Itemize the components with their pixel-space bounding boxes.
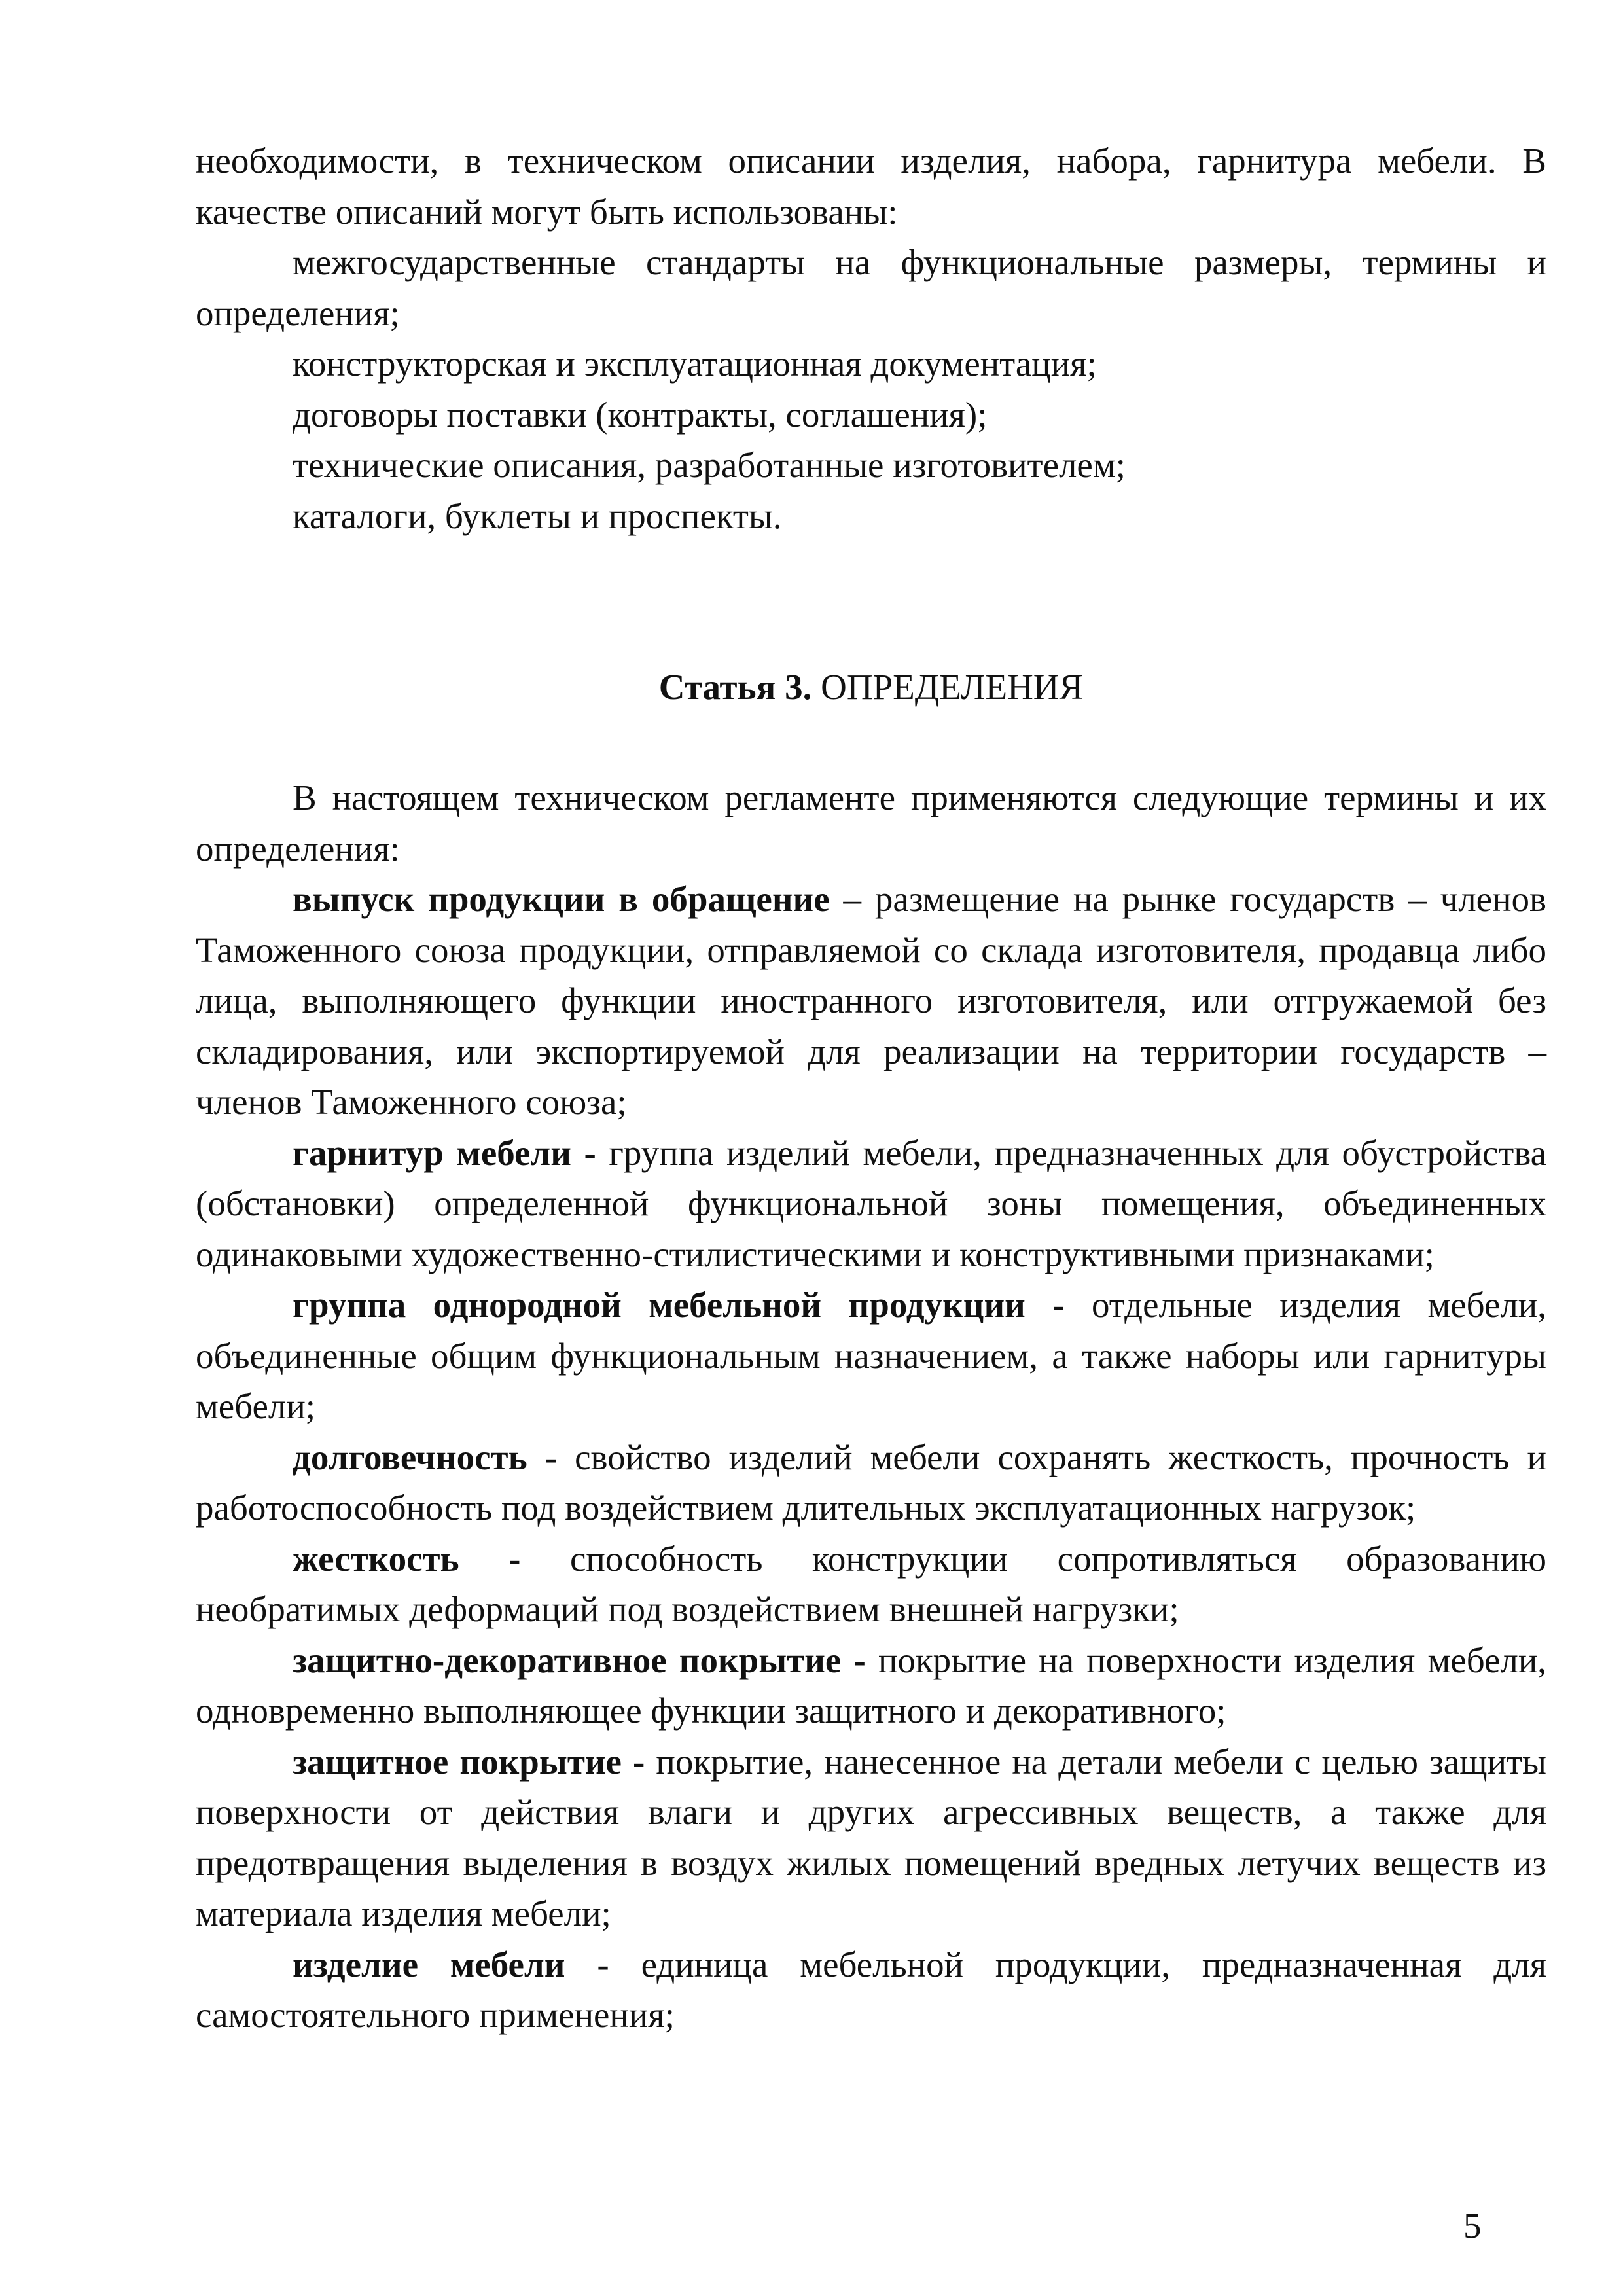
definition-term: изделие мебели - (293, 1944, 609, 1984)
definitions-section (196, 772, 1546, 2041)
definition-text: покрытие на поверхности изделия мебели, одновременно выполняющее функции защитного и декоративного; (196, 1640, 1546, 1731)
list-item: каталоги, буклеты и проспекты. (293, 495, 782, 536)
definition-term: группа однородной мебельной продукции - (293, 1285, 1065, 1325)
definition-text: отдельные изделия мебели, объединенные общим функциональным назначением, а также наборы или гарнитуры мебели; (196, 1285, 1546, 1426)
definition-item (196, 1534, 1546, 1635)
list-item: межгосударственные стандарты на функциональные размеры, термины и определения; (196, 242, 1546, 333)
article-title: ОПРЕДЕЛЕНИЯ (821, 667, 1084, 707)
definition-item (196, 1432, 1546, 1534)
list-item: договоры поставки (контракты, соглашения); (293, 394, 988, 435)
intro-section (196, 135, 1546, 541)
article-heading (196, 662, 1546, 713)
definitions-lead: В настоящем техническом регламенте применяются следующие термины и их определения: (196, 778, 1546, 869)
definition-text: – размещение на рынке государств – членов Таможенного союза продукции, отправляемой со склада изготовителя, продавца либо лица, выполняющего функции иностранного изготовителя, или отгружаемой без складирования, или экспортируемой для реализации на территории государств – членов Таможенного союза; (196, 879, 1546, 1122)
definition-term: защитное покрытие - (293, 1741, 645, 1782)
definition-item (196, 1128, 1546, 1280)
page-number: 5 (1463, 2206, 1482, 2246)
definition-item (196, 1635, 1546, 1736)
definition-term: долговечность - (293, 1437, 558, 1477)
intro-paragraph: необходимости, в техническом описании изделия, набора, гарнитура мебели. В качестве описаний могут быть использованы: (196, 141, 1546, 232)
definition-text: свойство изделий мебели сохранять жесткость, прочность и работоспособность под воздействием длительных эксплуатационных нагрузок; (196, 1437, 1546, 1528)
definition-item (196, 1280, 1546, 1432)
list-item: технические описания, разработанные изготовителем; (293, 445, 1126, 485)
list-item: конструкторская и эксплуатационная документация; (293, 344, 1097, 384)
definition-item (196, 1939, 1546, 2041)
article-number: Статья 3. (658, 667, 812, 707)
definition-term: жесткость - (293, 1538, 521, 1579)
definition-text: единица мебельной продукции, предназначенная для самостоятельного применения; (196, 1944, 1546, 2035)
definition-item (196, 1736, 1546, 1939)
definition-item (196, 874, 1546, 1128)
definition-text: покрытие, нанесенное на детали мебели с целью защиты поверхности от действия влаги и других агрессивных веществ, а также для предотвращения выделения в воздух жилых помещений вредных летучих веществ из материала изделия мебели; (196, 1741, 1546, 1933)
definition-text: способность конструкции сопротивляться образованию необратимых деформаций под воздействием внешней нагрузки; (196, 1538, 1546, 1629)
definition-term: выпуск продукции в обращение (293, 879, 830, 919)
definition-term: гарнитур мебели - (293, 1132, 596, 1173)
definition-text: группа изделий мебели, предназначенных для обустройства (обстановки) определенной функциональной зоны помещения, объединенных одинаковыми художественно-стилистическими и конструктивными признаками; (196, 1132, 1546, 1274)
definition-term: защитно-декоративное покрытие - (293, 1640, 866, 1680)
